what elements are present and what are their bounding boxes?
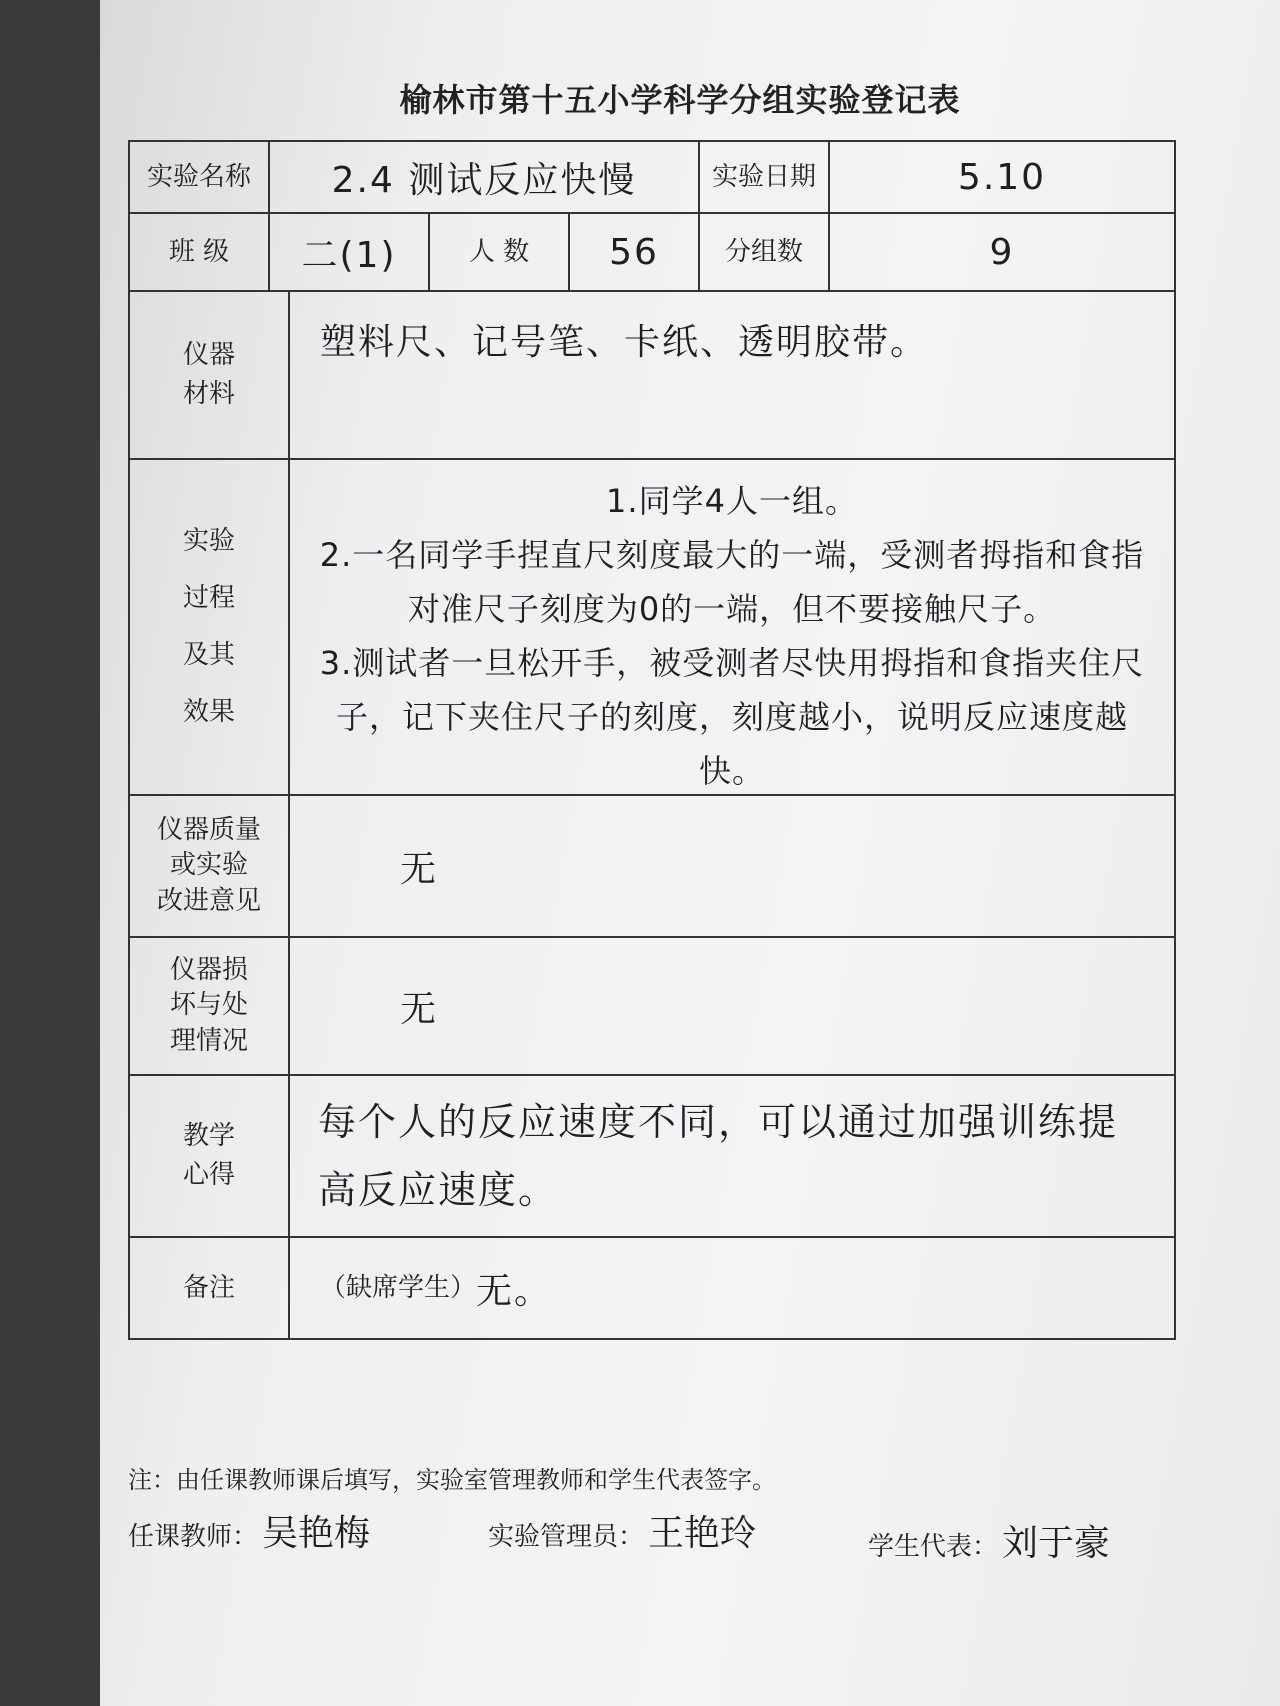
process-step-3: 3.测试者一旦松开手，被受测者尽快用拇指和食指夹住尺子，记下夹住尺子的刻度，刻度越小，说明反应速度越快。	[319, 644, 1145, 790]
materials-label-line1: 仪器	[182, 340, 235, 370]
form-footnote: 注：由任课教师课后填写，实验室管理教师和学生代表签字。	[128, 1466, 776, 1494]
quality-label-line2: 或实验	[169, 850, 248, 881]
reflection-label-line2: 心得	[182, 1160, 235, 1190]
remarks-content	[290, 1238, 1174, 1338]
remarks-label: 备注	[130, 1238, 290, 1338]
quality-label-line3: 改进意见	[156, 885, 261, 916]
row-process	[130, 460, 1174, 796]
row-class-info	[130, 214, 1174, 292]
groups-value: 9	[989, 231, 1015, 273]
reflection-label-line1: 教学	[182, 1121, 235, 1151]
people-label: 人 数	[430, 214, 570, 290]
damage-label-line3: 理情况	[169, 1025, 248, 1056]
quality-label-line1: 仪器质量	[156, 815, 261, 846]
materials-label-line2: 材料	[182, 379, 235, 409]
quality-value: 无	[400, 848, 439, 890]
remarks-value: 无。	[476, 1270, 553, 1312]
experiment-name-label: 实验名称	[130, 142, 270, 212]
remarks-prefix: （缺席学生）	[320, 1272, 477, 1303]
lab-admin-value: 王艳玲	[648, 1513, 757, 1554]
process-label-line1: 实验	[182, 525, 235, 556]
lab-admin-label: 实验管理员：	[488, 1522, 645, 1552]
class-value: 二(1)	[270, 214, 430, 290]
student-label: 学生代表：	[868, 1532, 999, 1562]
process-content	[290, 460, 1174, 794]
groups-label: 分组数	[700, 214, 830, 290]
process-label-line3: 及其	[182, 640, 235, 670]
reflection-label	[130, 1076, 290, 1236]
student-value: 刘于豪	[1002, 1523, 1111, 1564]
date-value: 5.10	[957, 156, 1047, 198]
people-value: 56	[570, 214, 700, 290]
materials-value: 塑料尺、记号笔、卡纸、透明胶带。	[320, 322, 929, 363]
damage-value: 无	[400, 988, 439, 1030]
teacher-value: 吴艳梅	[262, 1513, 371, 1554]
quality-label	[130, 796, 290, 936]
damage-label-line2: 坏与处	[169, 990, 248, 1021]
experiment-name-value: 2.4 测试反应快慢	[270, 142, 700, 212]
signature-line	[128, 1505, 1178, 1565]
process-step-2: 2.一名同学手捏直尺刻度最大的一端，受测者拇指和食指对准尺子刻度为0的一端，但不要接触尺子。	[319, 536, 1145, 628]
registration-form-table	[128, 140, 1176, 1340]
row-damage	[130, 938, 1174, 1076]
lab-admin-signature	[488, 1505, 756, 1556]
damage-label	[130, 938, 290, 1074]
student-signature	[868, 1515, 1110, 1566]
reflection-value: 每个人的反应速度不同，可以通过加强训练提高反应速度。	[318, 1100, 1119, 1212]
row-reflection	[130, 1076, 1174, 1238]
form-title: 榆林市第十五小学科学分组实验登记表	[399, 81, 961, 119]
process-label-line2: 过程	[182, 582, 235, 613]
process-label	[130, 460, 290, 794]
materials-label	[130, 292, 290, 458]
row-experiment-name	[130, 142, 1174, 214]
teacher-label: 任课教师：	[128, 1522, 259, 1552]
row-materials	[130, 292, 1174, 460]
teacher-signature	[128, 1505, 370, 1556]
process-label-line4: 效果	[182, 697, 235, 728]
class-label: 班 级	[130, 214, 270, 290]
date-label: 实验日期	[700, 142, 830, 212]
process-step-1: 1.同学4人一组。	[606, 482, 858, 520]
damage-label-line1: 仪器损	[169, 955, 248, 986]
row-remarks	[130, 1238, 1174, 1338]
row-quality	[130, 796, 1174, 938]
